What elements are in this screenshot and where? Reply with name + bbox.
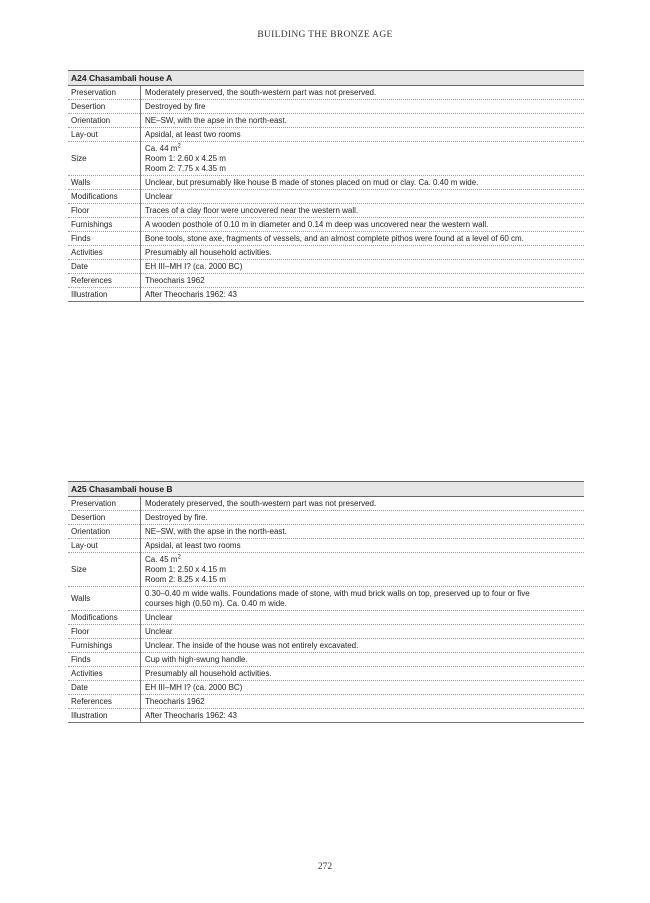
row-label: Date xyxy=(68,681,141,695)
row-value: Cup with high-swung handle. xyxy=(141,653,585,667)
row-label: Size xyxy=(68,553,141,587)
table-row xyxy=(68,497,584,511)
table-row xyxy=(68,288,584,302)
row-label: Walls xyxy=(68,587,141,611)
running-head: BUILDING THE BRONZE AGE xyxy=(257,30,393,40)
row-value: Moderately preserved, the south-western part was not preserved. xyxy=(141,497,585,511)
row-value: EH III–MH I? (ca. 2000 BC) xyxy=(141,260,585,274)
size-room-1: Room 1: 2.60 x 4.25 m xyxy=(145,153,226,163)
row-value: Apsidal, at least two rooms xyxy=(141,128,585,142)
table-row xyxy=(68,246,584,260)
row-value: Theocharis 1962 xyxy=(141,695,585,709)
row-value: A wooden posthole of 0.10 m in diameter and 0.14 m deep was uncovered near the western wall. xyxy=(141,218,585,232)
row-value: Traces of a clay floor were uncovered near the western wall. xyxy=(141,204,585,218)
size-room-2: Room 2: 8.25 x 4.15 m xyxy=(145,574,226,584)
table-row xyxy=(68,709,584,723)
table-row xyxy=(68,681,584,695)
table-row xyxy=(68,128,584,142)
table-row xyxy=(68,587,584,611)
table-row xyxy=(68,114,584,128)
row-value: Unclear. The inside of the house was not entirely excavated. xyxy=(141,639,585,653)
row-label: Furnishings xyxy=(68,218,141,232)
row-label: Orientation xyxy=(68,114,141,128)
row-label: Furnishings xyxy=(68,639,141,653)
row-value: After Theocharis 1962: 43 xyxy=(141,709,585,723)
size-room-1: Room 1: 2.50 x 4.15 m xyxy=(145,564,226,574)
row-value: NE–SW, with the apse in the north-east. xyxy=(141,114,585,128)
record-table-a25 xyxy=(68,481,584,723)
table-row xyxy=(68,100,584,114)
row-value: Theocharis 1962 xyxy=(141,274,585,288)
record-title: A24 Chasambali house A xyxy=(68,71,584,86)
record-title: A25 Chasambali house B xyxy=(68,482,584,497)
row-label: Desertion xyxy=(68,100,141,114)
row-value xyxy=(141,553,585,587)
table-row xyxy=(68,539,584,553)
row-value: Presumably all household activities. xyxy=(141,667,585,681)
row-label: Preservation xyxy=(68,497,141,511)
table-row xyxy=(68,511,584,525)
row-label: Finds xyxy=(68,232,141,246)
row-label: Date xyxy=(68,260,141,274)
walls-line-1: 0.30–0.40 m wide walls. Foundations made of stone, with mud brick walls on top, preserved up to four or five xyxy=(145,588,530,598)
row-value: Unclear xyxy=(141,190,585,204)
row-value: After Theocharis 1962: 43 xyxy=(141,288,585,302)
table-row xyxy=(68,190,584,204)
table-row xyxy=(68,695,584,709)
table-row xyxy=(68,625,584,639)
record-title-row xyxy=(68,71,584,86)
row-value: NE–SW, with the apse in the north-east. xyxy=(141,525,585,539)
table-row xyxy=(68,525,584,539)
row-label: Modifications xyxy=(68,190,141,204)
row-value: Unclear xyxy=(141,611,585,625)
record-table-a24 xyxy=(68,70,584,302)
row-label: Walls xyxy=(68,176,141,190)
row-label: Floor xyxy=(68,204,141,218)
row-label: References xyxy=(68,274,141,288)
row-label: Floor xyxy=(68,625,141,639)
row-label: Activities xyxy=(68,246,141,260)
row-value: Unclear xyxy=(141,625,585,639)
row-value xyxy=(141,142,585,176)
table-row xyxy=(68,232,584,246)
record-title-row xyxy=(68,482,584,497)
table-row xyxy=(68,86,584,100)
table-row xyxy=(68,274,584,288)
row-label: References xyxy=(68,695,141,709)
row-label: Illustration xyxy=(68,288,141,302)
row-value: Moderately preserved, the south-western part was not preserved. xyxy=(141,86,585,100)
table-row xyxy=(68,553,584,587)
row-label: Activities xyxy=(68,667,141,681)
row-label: Lay-out xyxy=(68,539,141,553)
table-row xyxy=(68,653,584,667)
page-number: 272 xyxy=(317,862,333,872)
row-label: Preservation xyxy=(68,86,141,100)
table-row xyxy=(68,611,584,625)
table-row xyxy=(68,667,584,681)
walls-line-2: courses high (0.50 m). Ca. 0.40 m wide. xyxy=(145,598,287,608)
table-row xyxy=(68,176,584,190)
row-label: Orientation xyxy=(68,525,141,539)
size-room-2: Room 2: 7.75 x 4.35 m xyxy=(145,163,226,173)
table-row xyxy=(68,218,584,232)
row-value: Destroyed by fire xyxy=(141,100,585,114)
table-row xyxy=(68,142,584,176)
table-row xyxy=(68,260,584,274)
row-label: Finds xyxy=(68,653,141,667)
size-area: Ca. 44 $m^2$ xyxy=(145,142,181,153)
row-label: Size xyxy=(68,142,141,176)
row-label: Desertion xyxy=(68,511,141,525)
size-area: Ca. 45 $m^2$ xyxy=(145,553,181,564)
row-value xyxy=(141,587,585,611)
row-label: Modifications xyxy=(68,611,141,625)
row-value: Presumably all household activities. xyxy=(141,246,585,260)
row-value: Bone tools, stone axe, fragments of vessels, and an almost complete pithos were found at a level of 60 cm. xyxy=(141,232,585,246)
row-label: Lay-out xyxy=(68,128,141,142)
row-value: Unclear, but presumably like house B made of stones placed on mud or clay. Ca. 0.40 m wide. xyxy=(141,176,585,190)
table-row xyxy=(68,204,584,218)
row-label: Illustration xyxy=(68,709,141,723)
row-value: EH III–MH I? (ca. 2000 BC) xyxy=(141,681,585,695)
row-value: Apsidal, at least two rooms xyxy=(141,539,585,553)
table-row xyxy=(68,639,584,653)
row-value: Destroyed by fire. xyxy=(141,511,585,525)
